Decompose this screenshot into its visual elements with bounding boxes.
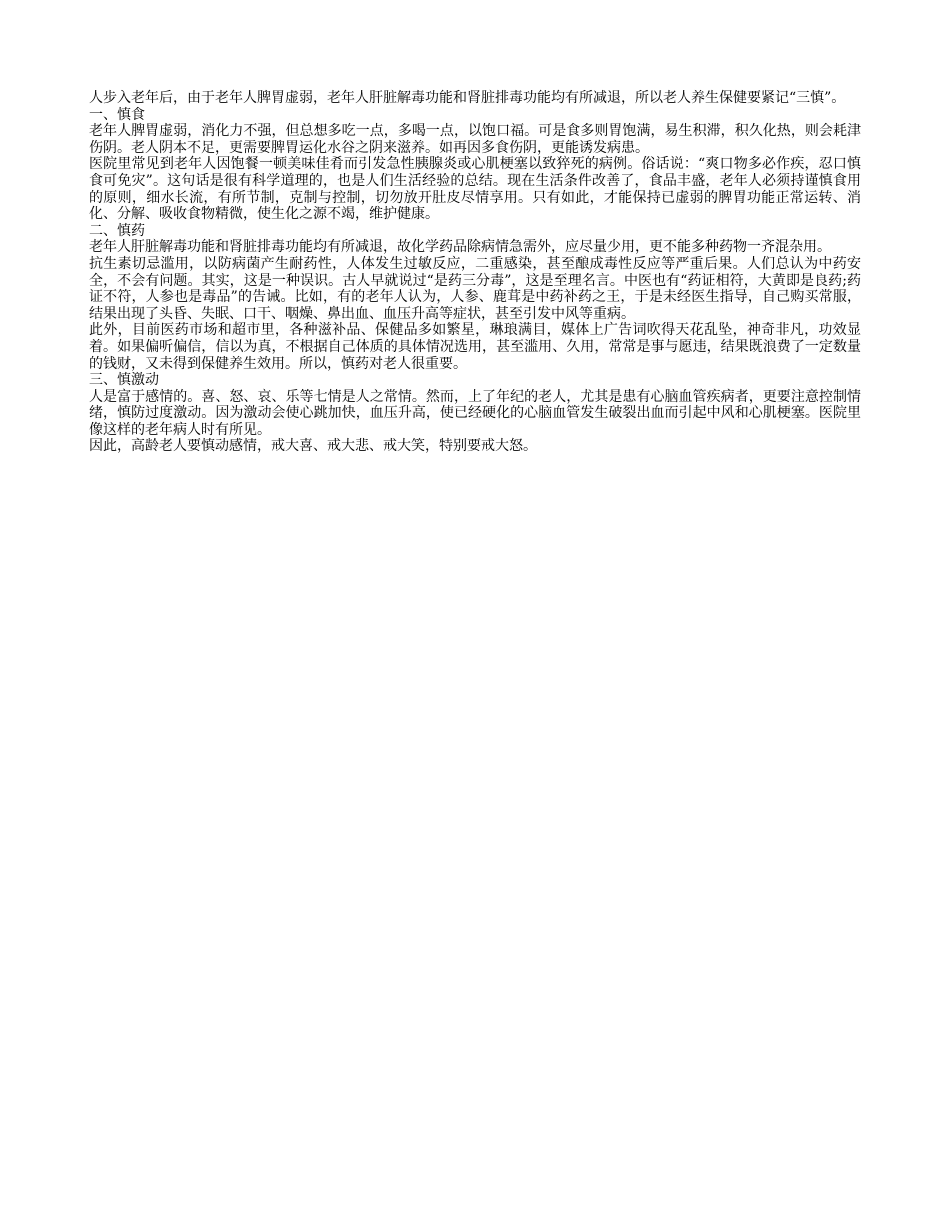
paragraph-medicine-1: 老年人肝脏解毒功能和肾脏排毒功能均有所减退，故化学药品除病情急需外，应尽量少用，更不能多种药物一齐混杂用。 <box>89 239 831 256</box>
paragraph-emotion-1: 人是富于感情的。喜、怒、哀、乐等七情是人之常情。然而，上了年纪的老人，尤其是患有心脑血管疾病者，更要注意控制情绪，慎防过度激动。因为激动会使心跳加快，血压升高，使已经硬化的心脑血管发生破裂出血而引起中风和心肌梗塞。医院里像这样的老年病人时有所见。 <box>89 388 861 438</box>
section-heading-diet: 一、慎食 <box>89 106 145 123</box>
paragraph-diet-1: 老年人脾胃虚弱，消化力不强，但总想多吃一点，多喝一点，以饱口福。可是食多则胃饱满，易生积滞，积久化热，则会耗津伤阴。老人阴本不足，更需要脾胃运化水谷之阴来滋养。如再因多食伤阴，更能诱发病患。 <box>89 123 861 156</box>
document-body <box>89 90 861 455</box>
section-heading-emotion: 三、慎激动 <box>89 372 159 389</box>
paragraph-medicine-2: 抗生素切忌滥用，以防病菌产生耐药性，人体发生过敏反应，二重感染，甚至酿成毒性反应等严重后果。人们总认为中药安全，不会有问题。其实，这是一种误识。古人早就说过“是药三分毒”，这是至理名言。中医也有“药证相符，大黄即是良药;药证不符，人参也是毒品”的告诫。比如，有的老年人认为，人参、鹿茸是中药补药之王，于是未经医生指导，自己购买常服，结果出现了头昏、失眠、口干、咽燥、鼻出血、血压升高等症状，甚至引发中风等重病。 <box>89 255 861 322</box>
section-heading-medicine: 二、慎药 <box>89 222 145 239</box>
paragraph-diet-2: 医院里常见到老年人因饱餐一顿美味佳肴而引发急性胰腺炎或心肌梗塞以致猝死的病例。俗话说：“爽口物多必作疾，忍口慎食可免灾”。这句话是很有科学道理的，也是人们生活经验的总结。现在生活条件改善了，食品丰盛，老年人必须持谨慎食用的原则，细水长流，有所节制，克制与控制，切勿放开肚皮尽情享用。只有如此，才能保持已虚弱的脾胃功能正常运转、消化、分解、吸收食物精微，使生化之源不竭，维护健康。 <box>89 156 861 223</box>
paragraph-medicine-3: 此外，目前医药市场和超市里，各种滋补品、保健品多如繁星，琳琅满目，媒体上广告词吹得天花乱坠，神奇非凡，功效显着。如果偏听偏信，信以为真，不根据自己体质的具体情况选用，甚至滥用、久用，常常是事与愿违，结果既浪费了一定数量的钱财，又未得到保健养生效用。所以，慎药对老人很重要。 <box>89 322 861 372</box>
paragraph-conclusion: 因此，高龄老人要慎动感情，戒大喜、戒大悲、戒大笑，特别要戒大怒。 <box>89 438 537 455</box>
intro-paragraph: 人步入老年后，由于老年人脾胃虚弱，老年人肝脏解毒功能和肾脏排毒功能均有所减退，所以老人养生保健要紧记“三慎”。 <box>89 90 846 106</box>
